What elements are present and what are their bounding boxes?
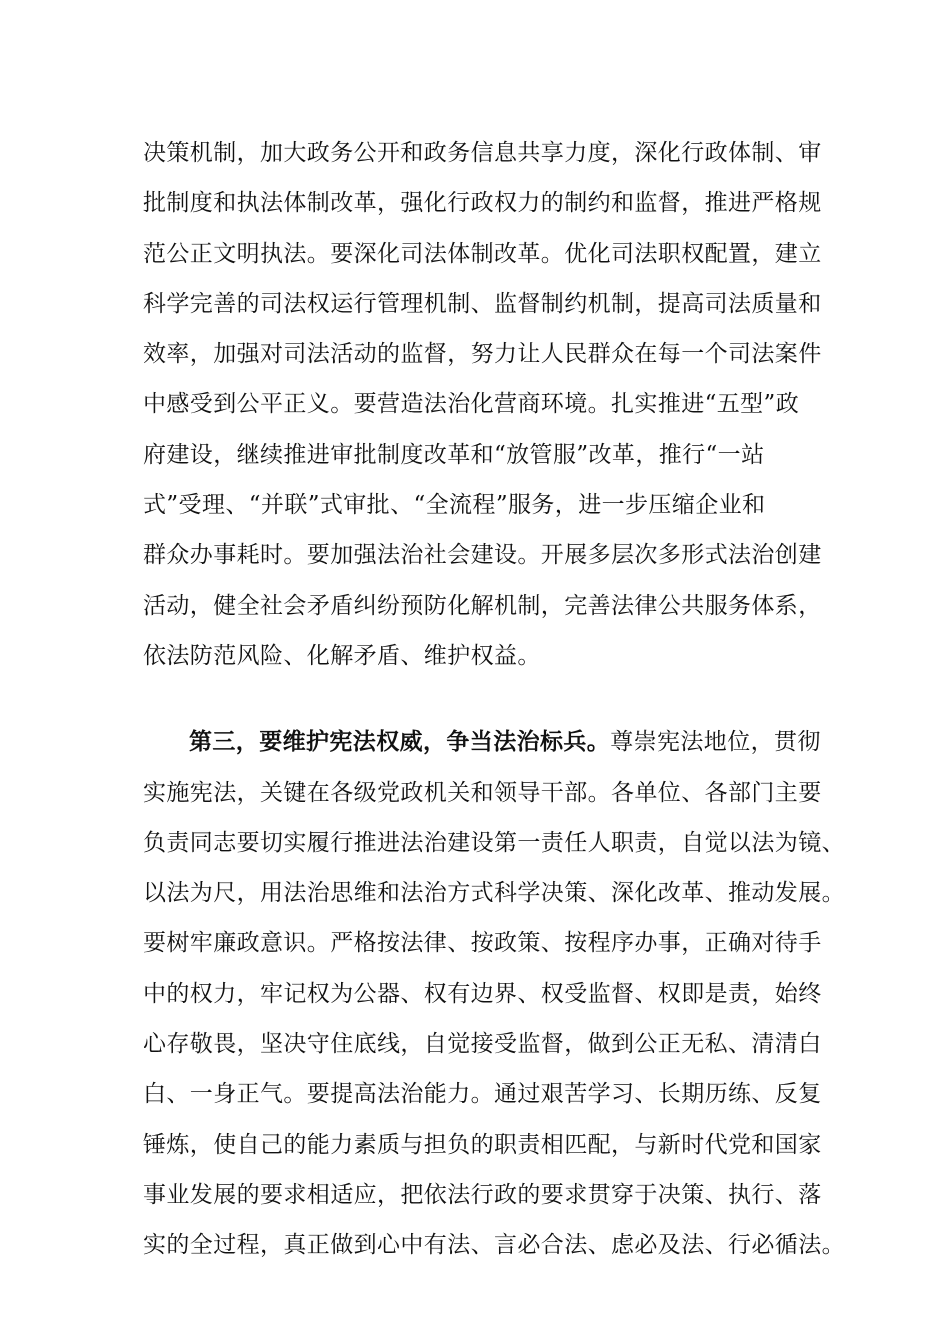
paragraph-line: 实施宪法，关键在各级党政机关和领导干部。各单位、各部门主要 — [143, 779, 822, 806]
paragraph-line: 白、一身正气。要提高法治能力。通过艰苦学习、长期历练、反复 — [143, 1081, 822, 1108]
paragraph-line: 批制度和执法体制改革，强化行政权力的制约和监督，推进严格规 — [143, 190, 822, 217]
paragraph-line: 要树牢廉政意识。严格按法律、按政策、按程序办事，正确对待手 — [143, 930, 822, 957]
paragraph-line: 依法防范风险、化解矛盾、维护权益。 — [143, 642, 541, 669]
paragraph-line: 事业发展的要求相适应，把依法行政的要求贯穿于决策、执行、落 — [143, 1181, 822, 1208]
paragraph-line: 负责同志要切实履行推进法治建设第一责任人职责，自觉以法为镜、 — [143, 829, 845, 856]
paragraph-1 — [143, 128, 823, 681]
paragraph-2 — [143, 717, 845, 1270]
paragraph-gap — [143, 681, 823, 717]
heading-line-rest: 尊崇宪法地位，贯彻 — [610, 729, 821, 756]
paragraph-line: 中感受到公平正义。要营造法治化营商环境。扎实推进“五型”政 — [143, 391, 800, 418]
paragraph-line: 群众办事耗时。要加强法治社会建设。开展多层次多形式法治创建 — [143, 542, 822, 569]
paragraph-line: 府建设，继续推进审批制度改革和“放管服”改革，推行“一站 — [143, 441, 765, 468]
section-heading: 第三，要维护宪法权威，争当法治标兵。 — [189, 728, 611, 756]
paragraph-line: 科学完善的司法权运行管理机制、监督制约机制，提高司法质量和 — [143, 290, 822, 317]
paragraph-line: 实的全过程，真正做到心中有法、言必合法、虑必及法、行必循法。 — [143, 1232, 845, 1259]
paragraph-line: 以法为尺，用法治思维和法治方式科学决策、深化改革、推动发展。 — [143, 880, 845, 907]
paragraph-line: 心存敬畏，坚决守住底线，自觉接受监督，做到公正无私、清清白 — [143, 1031, 822, 1058]
paragraph-line: 中的权力，牢记权为公器、权有边界、权受监督、权即是责，始终 — [143, 980, 822, 1007]
paragraph-line: 活动，健全社会矛盾纠纷预防化解机制，完善法律公共服务体系， — [143, 592, 822, 619]
document-body — [143, 128, 845, 1271]
paragraph-line: 决策机制，加大政务公开和政务信息共享力度，深化行政体制、审 — [143, 140, 822, 166]
paragraph-line: 式”受理、“并联”式审批、“全流程”服务，进一步压缩企业和 — [143, 492, 766, 519]
paragraph-first-line — [143, 717, 823, 767]
paragraph-line: 范公正文明执法。要深化司法体制改革。优化司法职权配置，建立 — [143, 240, 822, 267]
paragraph-line: 锤炼，使自己的能力素质与担负的职责相匹配，与新时代党和国家 — [143, 1131, 822, 1158]
paragraph-line: 效率，加强对司法活动的监督，努力让人民群众在每一个司法案件 — [143, 341, 822, 368]
